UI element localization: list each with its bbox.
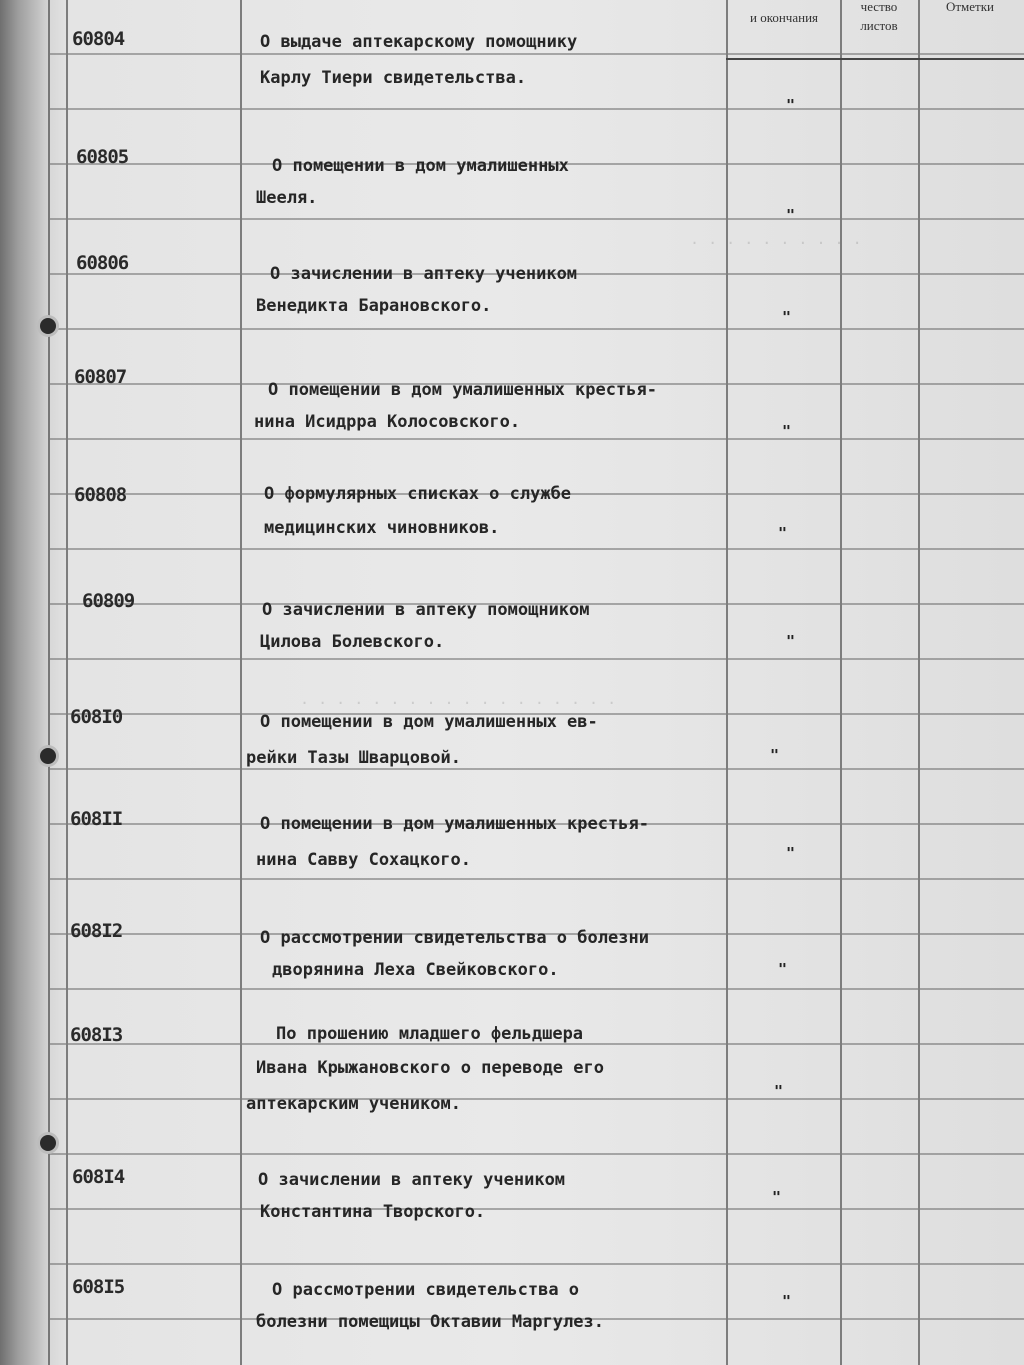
- entry-text: О помещении в дом умалишенных ев-: [260, 712, 598, 732]
- binding-hole: [40, 318, 56, 334]
- binding-hole: [40, 748, 56, 764]
- entry-text: Цилова Болевского.: [260, 632, 445, 652]
- entry-number: 60806: [76, 252, 129, 274]
- entry-text: О зачислении в аптеку учеником: [258, 1170, 566, 1190]
- entry-number: 60809: [82, 590, 135, 612]
- header-sheets: чество листов: [860, 0, 898, 33]
- entry-text: Венедикта Барановского.: [256, 296, 492, 316]
- entry-text: О рассмотрении свидетельства о: [272, 1280, 580, 1300]
- entry-number: 608I5: [72, 1276, 125, 1298]
- ditto-mark: ": [786, 632, 796, 650]
- entry-text: болезни помещицы Октавии Маргулез.: [256, 1312, 604, 1332]
- column-rule: [840, 0, 842, 1365]
- entry-number: 608I3: [70, 1024, 123, 1046]
- ditto-mark: ": [770, 746, 780, 764]
- entry-text: Ивана Крыжановского о переводе его: [256, 1058, 604, 1078]
- ditto-mark: ": [778, 960, 788, 978]
- column-rule: [918, 0, 920, 1365]
- ditto-mark: ": [772, 1188, 782, 1206]
- entry-text: О зачислении в аптеку помощником: [262, 600, 590, 620]
- entry-text: О формулярных списках о службе: [264, 484, 572, 504]
- ditto-mark: ": [786, 844, 796, 862]
- entry-number: 60807: [74, 366, 127, 388]
- entry-text: О зачислении в аптеку учеником: [270, 264, 578, 284]
- entry-text: аптекарским учеником.: [246, 1094, 461, 1114]
- column-rule: [726, 0, 728, 1365]
- header-rule: [726, 58, 1024, 60]
- header-dates: и окончания: [749, 10, 819, 25]
- header-notes: Отметки: [945, 0, 995, 14]
- entry-text: О помещении в дом умалишенных крестья-: [268, 380, 657, 400]
- bleed-through: . . . . . . . . . . . . . . . . . .: [300, 690, 617, 708]
- ditto-mark: ": [782, 422, 792, 440]
- ditto-mark: ": [774, 1082, 784, 1100]
- entry-number: 60808: [74, 484, 127, 506]
- entry-text: Шееля.: [256, 188, 318, 208]
- entry-text: О помещении в дом умалишенных крестья-: [260, 814, 649, 834]
- entry-text: медицинских чиновников.: [264, 518, 500, 538]
- binding-spine: [0, 0, 50, 1365]
- ditto-mark: ": [782, 308, 792, 326]
- ditto-mark: ": [782, 1292, 792, 1310]
- entry-number: 60804: [72, 28, 125, 50]
- ditto-mark: ": [786, 206, 796, 224]
- bleed-through: . . . . . . . . . .: [690, 230, 862, 248]
- entry-text: рейки Тазы Шварцовой.: [246, 748, 461, 768]
- entry-number: 608I0: [70, 706, 123, 728]
- entry-number: 608I4: [72, 1166, 125, 1188]
- entry-text: О помещении в дом умалишенных: [272, 156, 569, 176]
- entry-text: нина Исидрра Колосовского.: [254, 412, 521, 432]
- ditto-mark: ": [778, 524, 788, 542]
- entry-number: 608I2: [70, 920, 123, 942]
- entry-text: Константина Творского.: [260, 1202, 486, 1222]
- entry-number: 608II: [70, 808, 123, 830]
- column-rule: [240, 0, 242, 1365]
- ditto-mark: ": [786, 96, 796, 114]
- entry-text: О рассмотрении свидетельства о болезни: [260, 928, 649, 948]
- entry-text: Карлу Тиери свидетельства.: [260, 68, 527, 88]
- entry-text: О выдаче аптекарскому помощнику: [260, 32, 578, 52]
- binding-hole: [40, 1135, 56, 1151]
- entry-text: По прошению младшего фельдшера: [276, 1024, 584, 1044]
- column-rule: [66, 0, 68, 1365]
- entry-number: 60805: [76, 146, 129, 168]
- entry-text: дворянина Леха Свейковского.: [272, 960, 559, 980]
- entry-text: нина Савву Сохацкого.: [256, 850, 471, 870]
